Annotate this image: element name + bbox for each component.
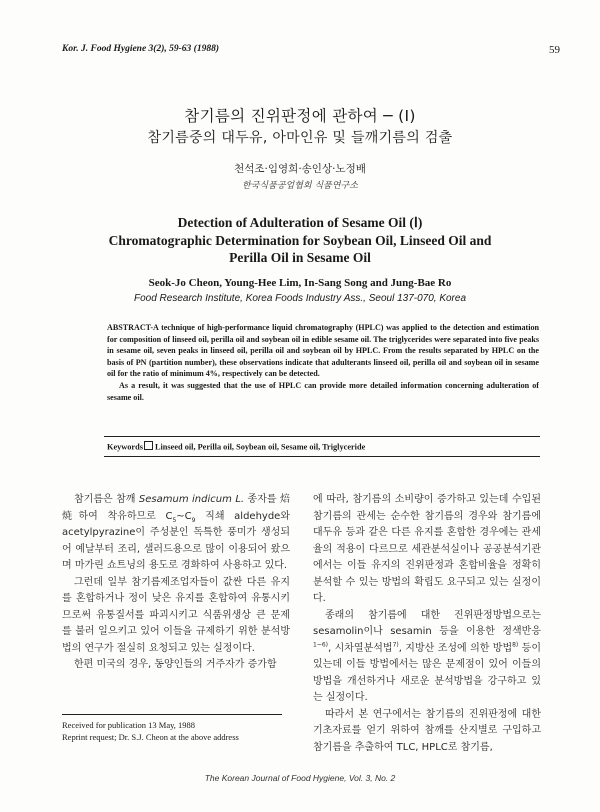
body-paragraph: 한편 미국의 경우, 동양인들의 거주자가 증가함 — [74, 659, 277, 670]
english-affiliation: Food Research Institute, Korea Foods Industry Ass., Seoul 137-070, Korea — [133, 293, 467, 304]
korean-subtitle: 참기름중의 대두유, 아마인유 및 들깨기름의 검출 — [147, 130, 453, 146]
abstract-paragraph: As a result, it was suggested that the use of HPLC can provide more detailed information concerning adulteration of sesame oil. — [107, 380, 539, 402]
reference-marker: 7) — [392, 641, 399, 649]
keywords-bottom-rule — [104, 456, 540, 457]
species-name: Sesamum indicum L. — [138, 494, 245, 505]
korean-authors: 천석조·임영희·송인상·노정배 — [234, 163, 366, 175]
body-paragraph: 에 따라, 참기름의 소비량이 증가하고 있는데 수입된 참기름의 관세는 순수한 참기름의 경우와 참기름에 대두유 등과 같은 다른 유지를 혼합한 경우에는 관세율의 적용이 다르므로 세관분석실이나 공공분석기관에서는 이들 유지의 진위판정과 혼합비율을 정확히 분석할 수 있는 방법의 확립도 요구되고 있는 실정이다. — [313, 494, 541, 604]
body-paragraph: 그런데 일부 참기름제조업자들이 값싼 다른 유지를 혼합하거나 정이 낮은 유지를 혼합하여 유통시키므로써 유통질서를 파괴시키고 식품위생상 큰 문제를 불러 일으키고 있어 이들을 규제하기 위한 분석방법의 연구가 절실히 요청되고 있는 실정이다. — [62, 576, 290, 654]
english-title-line: Detection of Adulteration of Sesame Oil (Ⅰ) — [177, 215, 423, 230]
body-column-right — [313, 492, 541, 756]
box-icon — [144, 441, 153, 450]
english-title — [0, 214, 600, 267]
reference-marker: 8) — [512, 641, 519, 649]
keywords-label: Keywords — [107, 442, 143, 452]
body-paragraph: 종래의 참기름에 대한 진위판정방법으로는 sesamolin이나 sesamin 등을 이용한 정색반응$^{1\sim 6)}$, 시차열분석법$^{7)}$, 지방산 조성에 의한 방법$^{8)}$ 등이 있는데 이들 방법에서는 많은 문제점이 있어 이들의 방법을 개선하거나 새로운 분석방법을 강구하고 있는 실정이다. — [313, 609, 541, 703]
keywords-top-rule — [104, 436, 540, 437]
footnote-received: Received for publication 13 May, 1988 — [62, 720, 196, 730]
page-footer: The Korean Journal of Food Hygiene, Vol. 3, No. 2 — [204, 773, 396, 783]
page-number: 59 — [549, 44, 560, 56]
english-title-line: Perilla Oil in Sesame Oil — [229, 250, 371, 265]
korean-title: 참기름의 진위판정에 관하여 ─ (Ⅰ) — [184, 107, 416, 125]
body-paragraph: 참기름은 참깨 Sesamum indicum L. 종자를 焙焼하여 착유하므로 $C_5\sim C_9$ 직쇄 aldehyde와 acetylpyrazine이 주성분인 독특한 풍미가 생성되어 예날부터 조리, 샐러드용으로 많이 이용되어 왔으며 마가린 쇼트닝의 용도로 경화하여 사용하고 있다. — [62, 494, 290, 571]
keywords-line — [107, 441, 365, 452]
footnote — [62, 720, 239, 743]
korean-affiliation: 한국식품공업협회 식품연구소 — [242, 181, 358, 191]
abstract — [107, 322, 539, 403]
footnote-reprint: Reprint request; Dr. S.J. Cheon at the above address — [62, 731, 239, 742]
keywords-list: Linseed oil, Perilla oil, Soybean oil, Sesame oil, Triglyceride — [154, 442, 366, 452]
body-column-left — [62, 492, 290, 674]
journal-citation: Kor. J. Food Hygiene 3(2), 59-63 (1988) — [62, 44, 220, 54]
body-paragraph: 따라서 본 연구에서는 참기름의 진위판정에 대한 기초자료를 얻기 위하여 참깨를 산지별로 구입하고 참기름을 추출하여 TLC, HPLC로 참기름, — [313, 708, 541, 753]
english-authors: Seok-Jo Cheon, Young-Hee Lim, In-Sang Song and Jung-Bae Ro — [148, 277, 452, 289]
english-title-line: Chromatographic Determination for Soybean Oil, Linseed Oil and — [108, 232, 492, 248]
footnote-rule — [62, 714, 282, 715]
reference-marker: 1~6) — [313, 641, 329, 649]
abstract-paragraph: ABSTRACT-A technique of high-performance liquid chromatography (HPLC) was applied to the detection and estimation for composition of linseed oil, perilla oil and soybean oil in edible sesame oil. The triglycerides were separated into five peaks in sesame oil, seven peaks in linseed oil, perilla oil and soybean oil by HPLC. From the results separated by HPLC on the basis of PN (partition number), these observations indicate that adulterants linseed oil, perilla oil and soybean oil in sesame oil for the ratio of minimum 4%, respectively can be detected. — [107, 323, 539, 379]
